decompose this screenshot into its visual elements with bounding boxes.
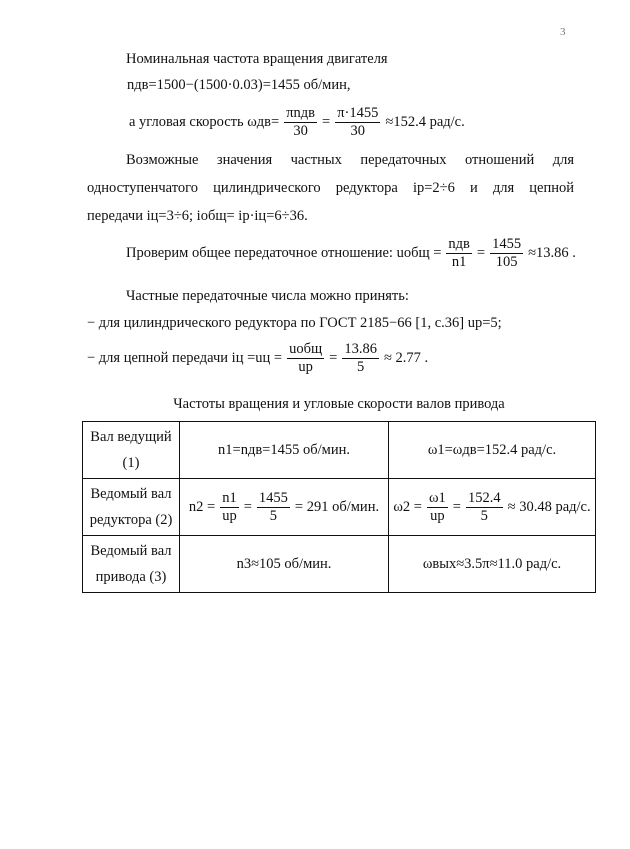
fraction-numerator: ω1 bbox=[429, 489, 446, 506]
table-cell-label: Ведомый вал редуктора (2) bbox=[83, 479, 180, 536]
fraction bbox=[335, 105, 380, 139]
fraction bbox=[342, 341, 379, 375]
table-caption: Частоты вращения и угловые скорости валов привода bbox=[173, 396, 505, 412]
fraction-denominator: 30 bbox=[350, 122, 366, 139]
fraction-denominator: n1 bbox=[451, 253, 467, 270]
fraction-denominator: 5 bbox=[357, 358, 365, 375]
table-row bbox=[83, 536, 596, 593]
equation-result: ≈152.4 рад/с. bbox=[385, 113, 465, 130]
fraction-numerator: n1 bbox=[222, 489, 237, 506]
fraction-numerator: 13.86 bbox=[344, 341, 377, 357]
fraction-numerator: nдв bbox=[448, 236, 470, 252]
equation-prefix: n2 = bbox=[188, 498, 216, 515]
fraction bbox=[427, 490, 448, 524]
fraction-denominator: uр bbox=[430, 507, 445, 524]
equation-u-chain bbox=[87, 341, 428, 375]
table-cell-label: Ведомый вал привода (3) bbox=[83, 536, 180, 593]
equation-result: ≈ 30.48 рад/с. bbox=[507, 498, 591, 515]
equation-prefix: а угловая скорость ωдв= bbox=[129, 113, 280, 130]
equation-u-total bbox=[126, 236, 576, 270]
equation-prefix: − для цепной передачи iц =uц = bbox=[87, 349, 283, 366]
fraction-denominator: 5 bbox=[480, 507, 488, 524]
page-number: 3 bbox=[560, 26, 566, 38]
table-cell: n1=nдв=1455 об/мин. bbox=[180, 422, 389, 479]
paragraph-line: Возможные значения частных передаточных отношений для bbox=[126, 152, 574, 168]
fraction-numerator: π·1455 bbox=[337, 105, 379, 121]
fraction-denominator: uр bbox=[222, 507, 237, 524]
equals-sign: = bbox=[452, 498, 461, 515]
fraction-numerator: 1455 bbox=[492, 236, 522, 252]
fraction bbox=[466, 490, 503, 524]
equals-sign: = bbox=[476, 244, 486, 261]
fraction-denominator: 30 bbox=[293, 122, 308, 139]
fraction bbox=[220, 490, 239, 524]
fraction bbox=[446, 236, 471, 270]
equals-sign: = bbox=[243, 498, 252, 515]
table-row bbox=[83, 422, 596, 479]
fraction bbox=[284, 105, 317, 139]
table-cell: ωвых≈3.5π≈11.0 рад/с. bbox=[389, 536, 596, 593]
fraction bbox=[287, 341, 324, 375]
fraction-denominator: 105 bbox=[495, 253, 518, 270]
table-cell: ω1=ωдв=152.4 рад/с. bbox=[389, 422, 596, 479]
table-row bbox=[83, 479, 596, 536]
line-nominal-speed: Номинальная частота вращения двигателя bbox=[126, 51, 388, 67]
fraction-numerator: 1455 bbox=[258, 489, 288, 506]
equation-prefix: Проверим общее передаточное отношение: uобщ = bbox=[126, 244, 442, 261]
fraction bbox=[257, 490, 290, 524]
paragraph-line: передачи iц=3÷6; iобщ= iр·iц=6÷36. bbox=[87, 208, 308, 224]
speeds-table bbox=[82, 421, 596, 593]
equation-prefix: ω2 = bbox=[393, 498, 422, 515]
table-cell-label: Вал ведущий (1) bbox=[83, 422, 180, 479]
table-cell: n3≈105 об/мин. bbox=[180, 536, 389, 593]
equation-result: = 291 об/мин. bbox=[294, 498, 380, 515]
paragraph-line: − для цилиндрического редуктора по ГОСТ 2185−66 [1, с.36] uр=5; bbox=[87, 315, 502, 331]
equation-result: ≈13.86 . bbox=[528, 244, 576, 261]
fraction-numerator: πnдв bbox=[286, 105, 316, 121]
fraction bbox=[490, 236, 523, 270]
paragraph-line: одноступенчатого цилиндрического редуктора iр=2÷6 и для цепной bbox=[87, 180, 574, 196]
equation-n-dv: nдв=1500−(1500·0.03)=1455 об/мин, bbox=[127, 77, 351, 93]
fraction-denominator: uр bbox=[298, 358, 313, 375]
fraction-numerator: 152.4 bbox=[467, 489, 501, 506]
table-cell bbox=[180, 479, 389, 536]
equation-result: ≈ 2.77 . bbox=[383, 349, 429, 366]
equals-sign: = bbox=[329, 349, 338, 366]
equation-omega-dv bbox=[129, 105, 465, 139]
equals-sign: = bbox=[322, 113, 331, 130]
fraction-denominator: 5 bbox=[269, 507, 278, 524]
fraction-numerator: uобщ bbox=[289, 341, 323, 357]
paragraph-line: Частные передаточные числа можно принять: bbox=[126, 288, 409, 304]
table-cell bbox=[389, 479, 596, 536]
